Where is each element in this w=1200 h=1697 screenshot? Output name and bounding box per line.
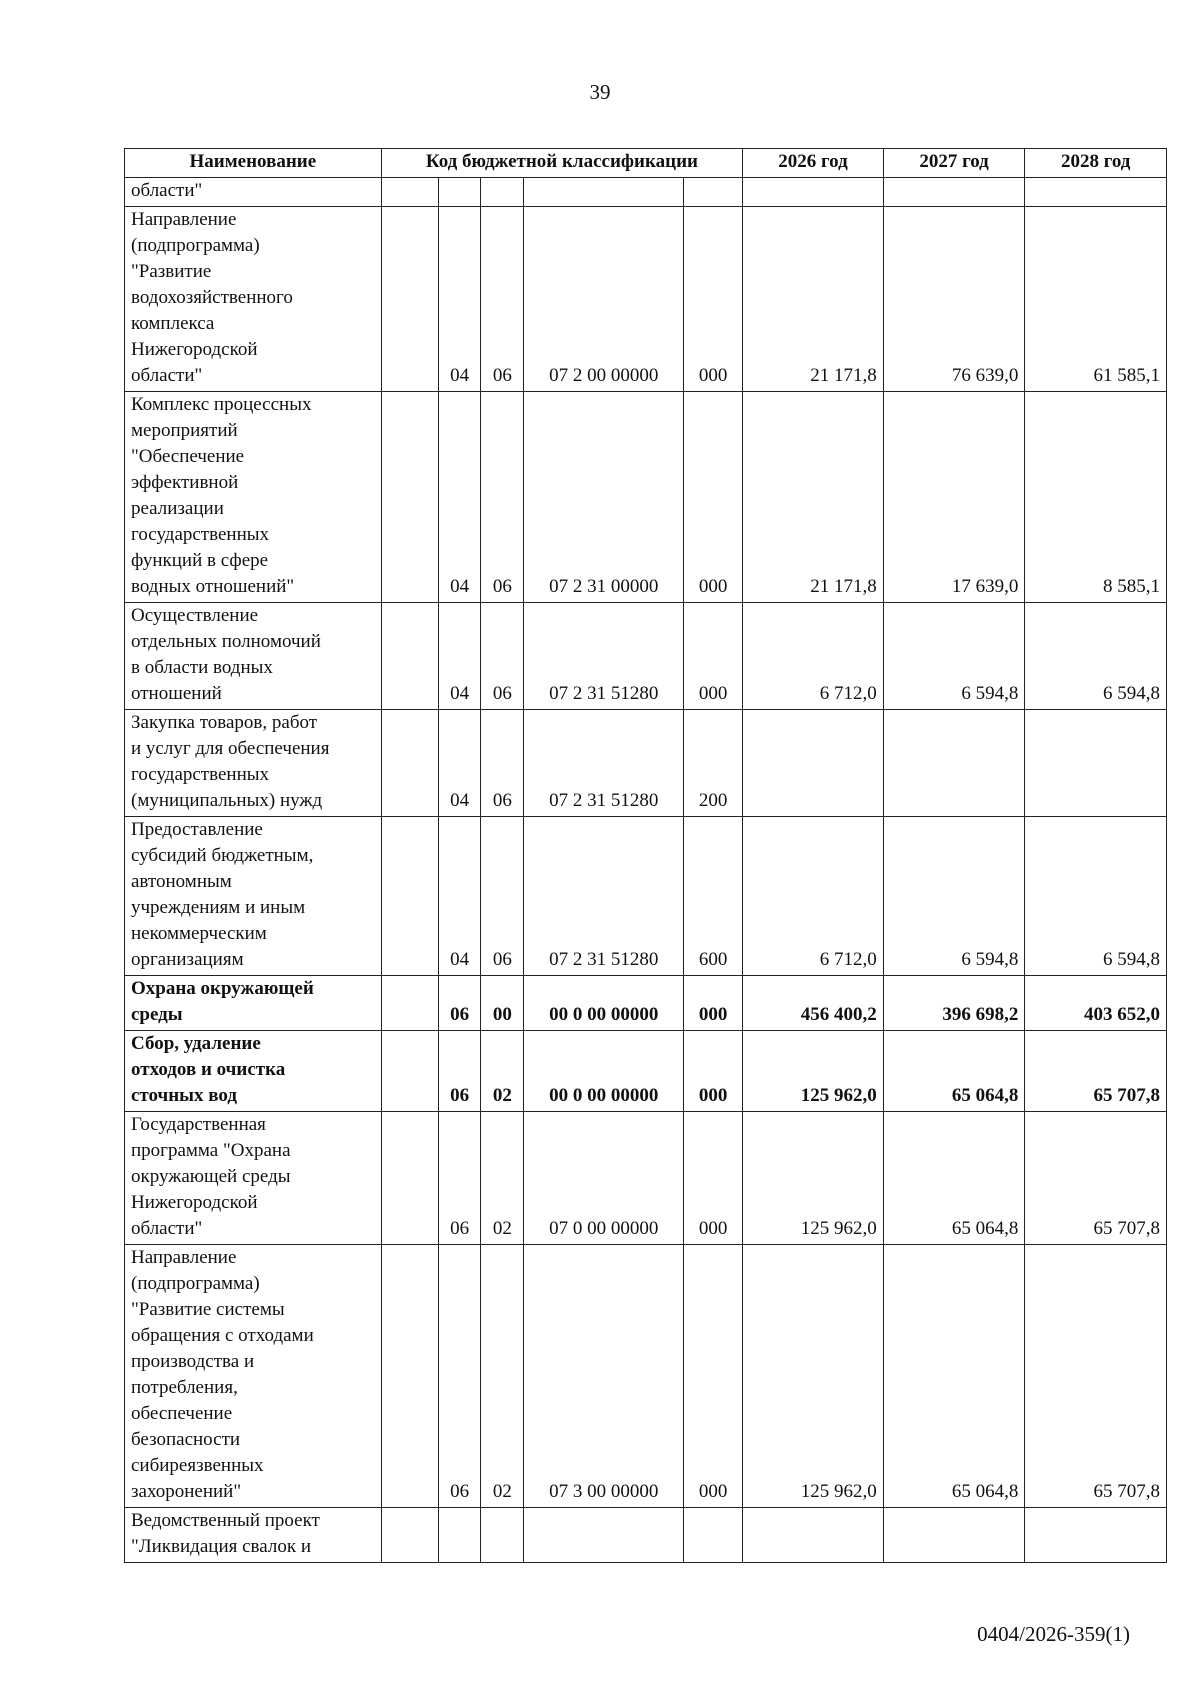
cell-v2028 <box>1025 178 1167 207</box>
header-name: Наименование <box>125 149 382 178</box>
cell-v2028: 65 707,8 <box>1025 1031 1167 1112</box>
name-line: Нижегородской <box>131 339 258 360</box>
cell-c5: 600 <box>684 817 743 976</box>
name-line: области" <box>131 180 203 201</box>
name-line: (подпрограмма) <box>131 235 260 256</box>
cell-name <box>125 976 382 1031</box>
cell-c3: 06 <box>481 710 524 817</box>
cell-c1 <box>381 1112 438 1245</box>
cell-c2: 04 <box>438 392 481 603</box>
cell-c2 <box>438 1508 481 1563</box>
cell-c2 <box>438 178 481 207</box>
name-line: Охрана окружающей <box>131 978 314 999</box>
cell-c5: 000 <box>684 1245 743 1508</box>
cell-v2026: 125 962,0 <box>743 1245 884 1508</box>
cell-v2027: 17 639,0 <box>883 392 1025 603</box>
cell-v2028: 8 585,1 <box>1025 392 1167 603</box>
name-line: организациям <box>131 949 244 970</box>
name-line: отходов и очистка <box>131 1059 286 1080</box>
header-2027: 2027 год <box>883 149 1025 178</box>
cell-v2026: 21 171,8 <box>743 392 884 603</box>
cell-name <box>125 207 382 392</box>
name-line: функций в сфере <box>131 550 269 571</box>
name-line: производства и <box>131 1351 255 1372</box>
name-line: отдельных полномочий <box>131 631 321 652</box>
cell-name <box>125 1245 382 1508</box>
cell-c2: 04 <box>438 207 481 392</box>
name-line: окружающей среды <box>131 1166 291 1187</box>
name-line: Направление <box>131 209 237 230</box>
cell-c5: 000 <box>684 392 743 603</box>
name-line: сибиреязвенных <box>131 1455 264 1476</box>
document-code: 0404/2026-359(1) <box>977 1622 1130 1646</box>
cell-name <box>125 1112 382 1245</box>
cell-v2026: 456 400,2 <box>743 976 884 1031</box>
cell-v2027: 65 064,8 <box>883 1031 1025 1112</box>
name-line: учреждениям и иным <box>131 897 306 918</box>
cell-c3: 00 <box>481 976 524 1031</box>
cell-v2026 <box>743 178 884 207</box>
name-line: Направление <box>131 1247 237 1268</box>
table-row <box>125 817 1167 976</box>
cell-v2028: 65 707,8 <box>1025 1112 1167 1245</box>
name-line: и услуг для обеспечения <box>131 738 330 759</box>
cell-c5 <box>684 1508 743 1563</box>
cell-c4: 07 2 31 00000 <box>524 392 684 603</box>
name-line: мероприятий <box>131 420 238 441</box>
name-line: сточных вод <box>131 1085 237 1106</box>
cell-c2: 04 <box>438 710 481 817</box>
name-line: "Обеспечение <box>131 446 245 467</box>
table-row <box>125 1508 1167 1563</box>
cell-v2027 <box>883 1508 1025 1563</box>
name-line: захоронений" <box>131 1481 242 1502</box>
cell-v2027: 396 698,2 <box>883 976 1025 1031</box>
name-line: Осуществление <box>131 605 259 626</box>
cell-c1 <box>381 1508 438 1563</box>
cell-name <box>125 1031 382 1112</box>
name-line: комплекса <box>131 313 215 334</box>
name-line: государственных <box>131 764 270 785</box>
name-line: среды <box>131 1004 183 1025</box>
cell-v2026: 125 962,0 <box>743 1031 884 1112</box>
table-header-row <box>125 149 1167 178</box>
name-line: государственных <box>131 524 270 545</box>
cell-c3: 02 <box>481 1245 524 1508</box>
cell-name <box>125 1508 382 1563</box>
cell-c1 <box>381 1245 438 1508</box>
cell-c4: 07 2 31 51280 <box>524 817 684 976</box>
cell-c3: 06 <box>481 817 524 976</box>
cell-name <box>125 178 382 207</box>
cell-c4: 07 2 00 00000 <box>524 207 684 392</box>
name-line: безопасности <box>131 1429 241 1450</box>
cell-c5: 000 <box>684 976 743 1031</box>
name-line: реализации <box>131 498 224 519</box>
cell-c4: 07 3 00 00000 <box>524 1245 684 1508</box>
cell-c4 <box>524 178 684 207</box>
cell-v2028: 6 594,8 <box>1025 817 1167 976</box>
cell-name <box>125 603 382 710</box>
name-line: программа "Охрана <box>131 1140 291 1161</box>
cell-c5: 000 <box>684 1031 743 1112</box>
cell-c5: 000 <box>684 603 743 710</box>
cell-c2: 06 <box>438 976 481 1031</box>
cell-c3: 06 <box>481 392 524 603</box>
cell-c2: 06 <box>438 1245 481 1508</box>
table-row <box>125 392 1167 603</box>
cell-c2: 04 <box>438 603 481 710</box>
cell-c4: 07 0 00 00000 <box>524 1112 684 1245</box>
table-row <box>125 1112 1167 1245</box>
cell-c4: 07 2 31 51280 <box>524 603 684 710</box>
name-line: Сбор, удаление <box>131 1033 261 1054</box>
name-line: Государственная <box>131 1114 266 1135</box>
cell-c4: 00 0 00 00000 <box>524 1031 684 1112</box>
cell-c1 <box>381 207 438 392</box>
cell-v2027: 6 594,8 <box>883 603 1025 710</box>
cell-v2026: 125 962,0 <box>743 1112 884 1245</box>
table-row <box>125 1031 1167 1112</box>
cell-c5 <box>684 178 743 207</box>
cell-v2028: 403 652,0 <box>1025 976 1167 1031</box>
cell-c2: 04 <box>438 817 481 976</box>
cell-v2027: 76 639,0 <box>883 207 1025 392</box>
name-line: субсидий бюджетным, <box>131 845 314 866</box>
cell-name <box>125 710 382 817</box>
page-number: 39 <box>589 80 611 104</box>
cell-c1 <box>381 976 438 1031</box>
cell-v2027 <box>883 178 1025 207</box>
name-line: "Ликвидация свалок и <box>131 1536 311 1557</box>
name-line: "Развитие <box>131 261 212 282</box>
cell-v2028 <box>1025 1508 1167 1563</box>
cell-v2026 <box>743 710 884 817</box>
cell-v2026 <box>743 1508 884 1563</box>
header-2026: 2026 год <box>743 149 884 178</box>
cell-v2027 <box>883 710 1025 817</box>
name-line: (подпрограмма) <box>131 1273 260 1294</box>
name-line: (муниципальных) нужд <box>131 790 323 811</box>
table-row <box>125 976 1167 1031</box>
name-line: потребления, <box>131 1377 238 1398</box>
cell-name <box>125 817 382 976</box>
cell-c1 <box>381 392 438 603</box>
budget-table <box>124 148 1167 1563</box>
cell-v2026: 6 712,0 <box>743 603 884 710</box>
cell-v2028: 61 585,1 <box>1025 207 1167 392</box>
cell-v2027: 6 594,8 <box>883 817 1025 976</box>
name-line: водохозяйственного <box>131 287 293 308</box>
cell-v2027: 65 064,8 <box>883 1245 1025 1508</box>
name-line: Комплекс процессных <box>131 394 312 415</box>
table-row <box>125 178 1167 207</box>
cell-c4 <box>524 1508 684 1563</box>
name-line: Нижегородской <box>131 1192 258 1213</box>
header-2028: 2028 год <box>1025 149 1167 178</box>
name-line: некоммерческим <box>131 923 267 944</box>
cell-c4: 07 2 31 51280 <box>524 710 684 817</box>
name-line: обеспечение <box>131 1403 233 1424</box>
cell-name <box>125 392 382 603</box>
cell-c4: 00 0 00 00000 <box>524 976 684 1031</box>
cell-c1 <box>381 603 438 710</box>
header-code: Код бюджетной классификации <box>381 149 743 178</box>
cell-c3 <box>481 1508 524 1563</box>
name-line: эффективной <box>131 472 239 493</box>
cell-c3: 06 <box>481 207 524 392</box>
cell-c1 <box>381 817 438 976</box>
cell-c1 <box>381 178 438 207</box>
name-line: водных отношений" <box>131 576 295 597</box>
cell-c3: 02 <box>481 1031 524 1112</box>
cell-c5: 000 <box>684 1112 743 1245</box>
cell-c3 <box>481 178 524 207</box>
table-row <box>125 207 1167 392</box>
name-line: Ведомственный проект <box>131 1510 320 1531</box>
cell-c1 <box>381 710 438 817</box>
cell-v2028: 65 707,8 <box>1025 1245 1167 1508</box>
name-line: автономным <box>131 871 232 892</box>
name-line: обращения с отходами <box>131 1325 314 1346</box>
cell-c3: 06 <box>481 603 524 710</box>
table-row <box>125 710 1167 817</box>
table-row <box>125 1245 1167 1508</box>
cell-c2: 06 <box>438 1112 481 1245</box>
name-line: в области водных <box>131 657 273 678</box>
cell-c1 <box>381 1031 438 1112</box>
name-line: "Развитие системы <box>131 1299 285 1320</box>
name-line: области" <box>131 1218 203 1239</box>
cell-v2028: 6 594,8 <box>1025 603 1167 710</box>
cell-v2026: 6 712,0 <box>743 817 884 976</box>
name-line: Предоставление <box>131 819 263 840</box>
cell-v2028 <box>1025 710 1167 817</box>
cell-c5: 000 <box>684 207 743 392</box>
name-line: Закупка товаров, работ <box>131 712 318 733</box>
name-line: отношений <box>131 683 222 704</box>
cell-v2027: 65 064,8 <box>883 1112 1025 1245</box>
cell-v2026: 21 171,8 <box>743 207 884 392</box>
name-line: области" <box>131 365 203 386</box>
cell-c5: 200 <box>684 710 743 817</box>
cell-c2: 06 <box>438 1031 481 1112</box>
cell-c3: 02 <box>481 1112 524 1245</box>
table-row <box>125 603 1167 710</box>
